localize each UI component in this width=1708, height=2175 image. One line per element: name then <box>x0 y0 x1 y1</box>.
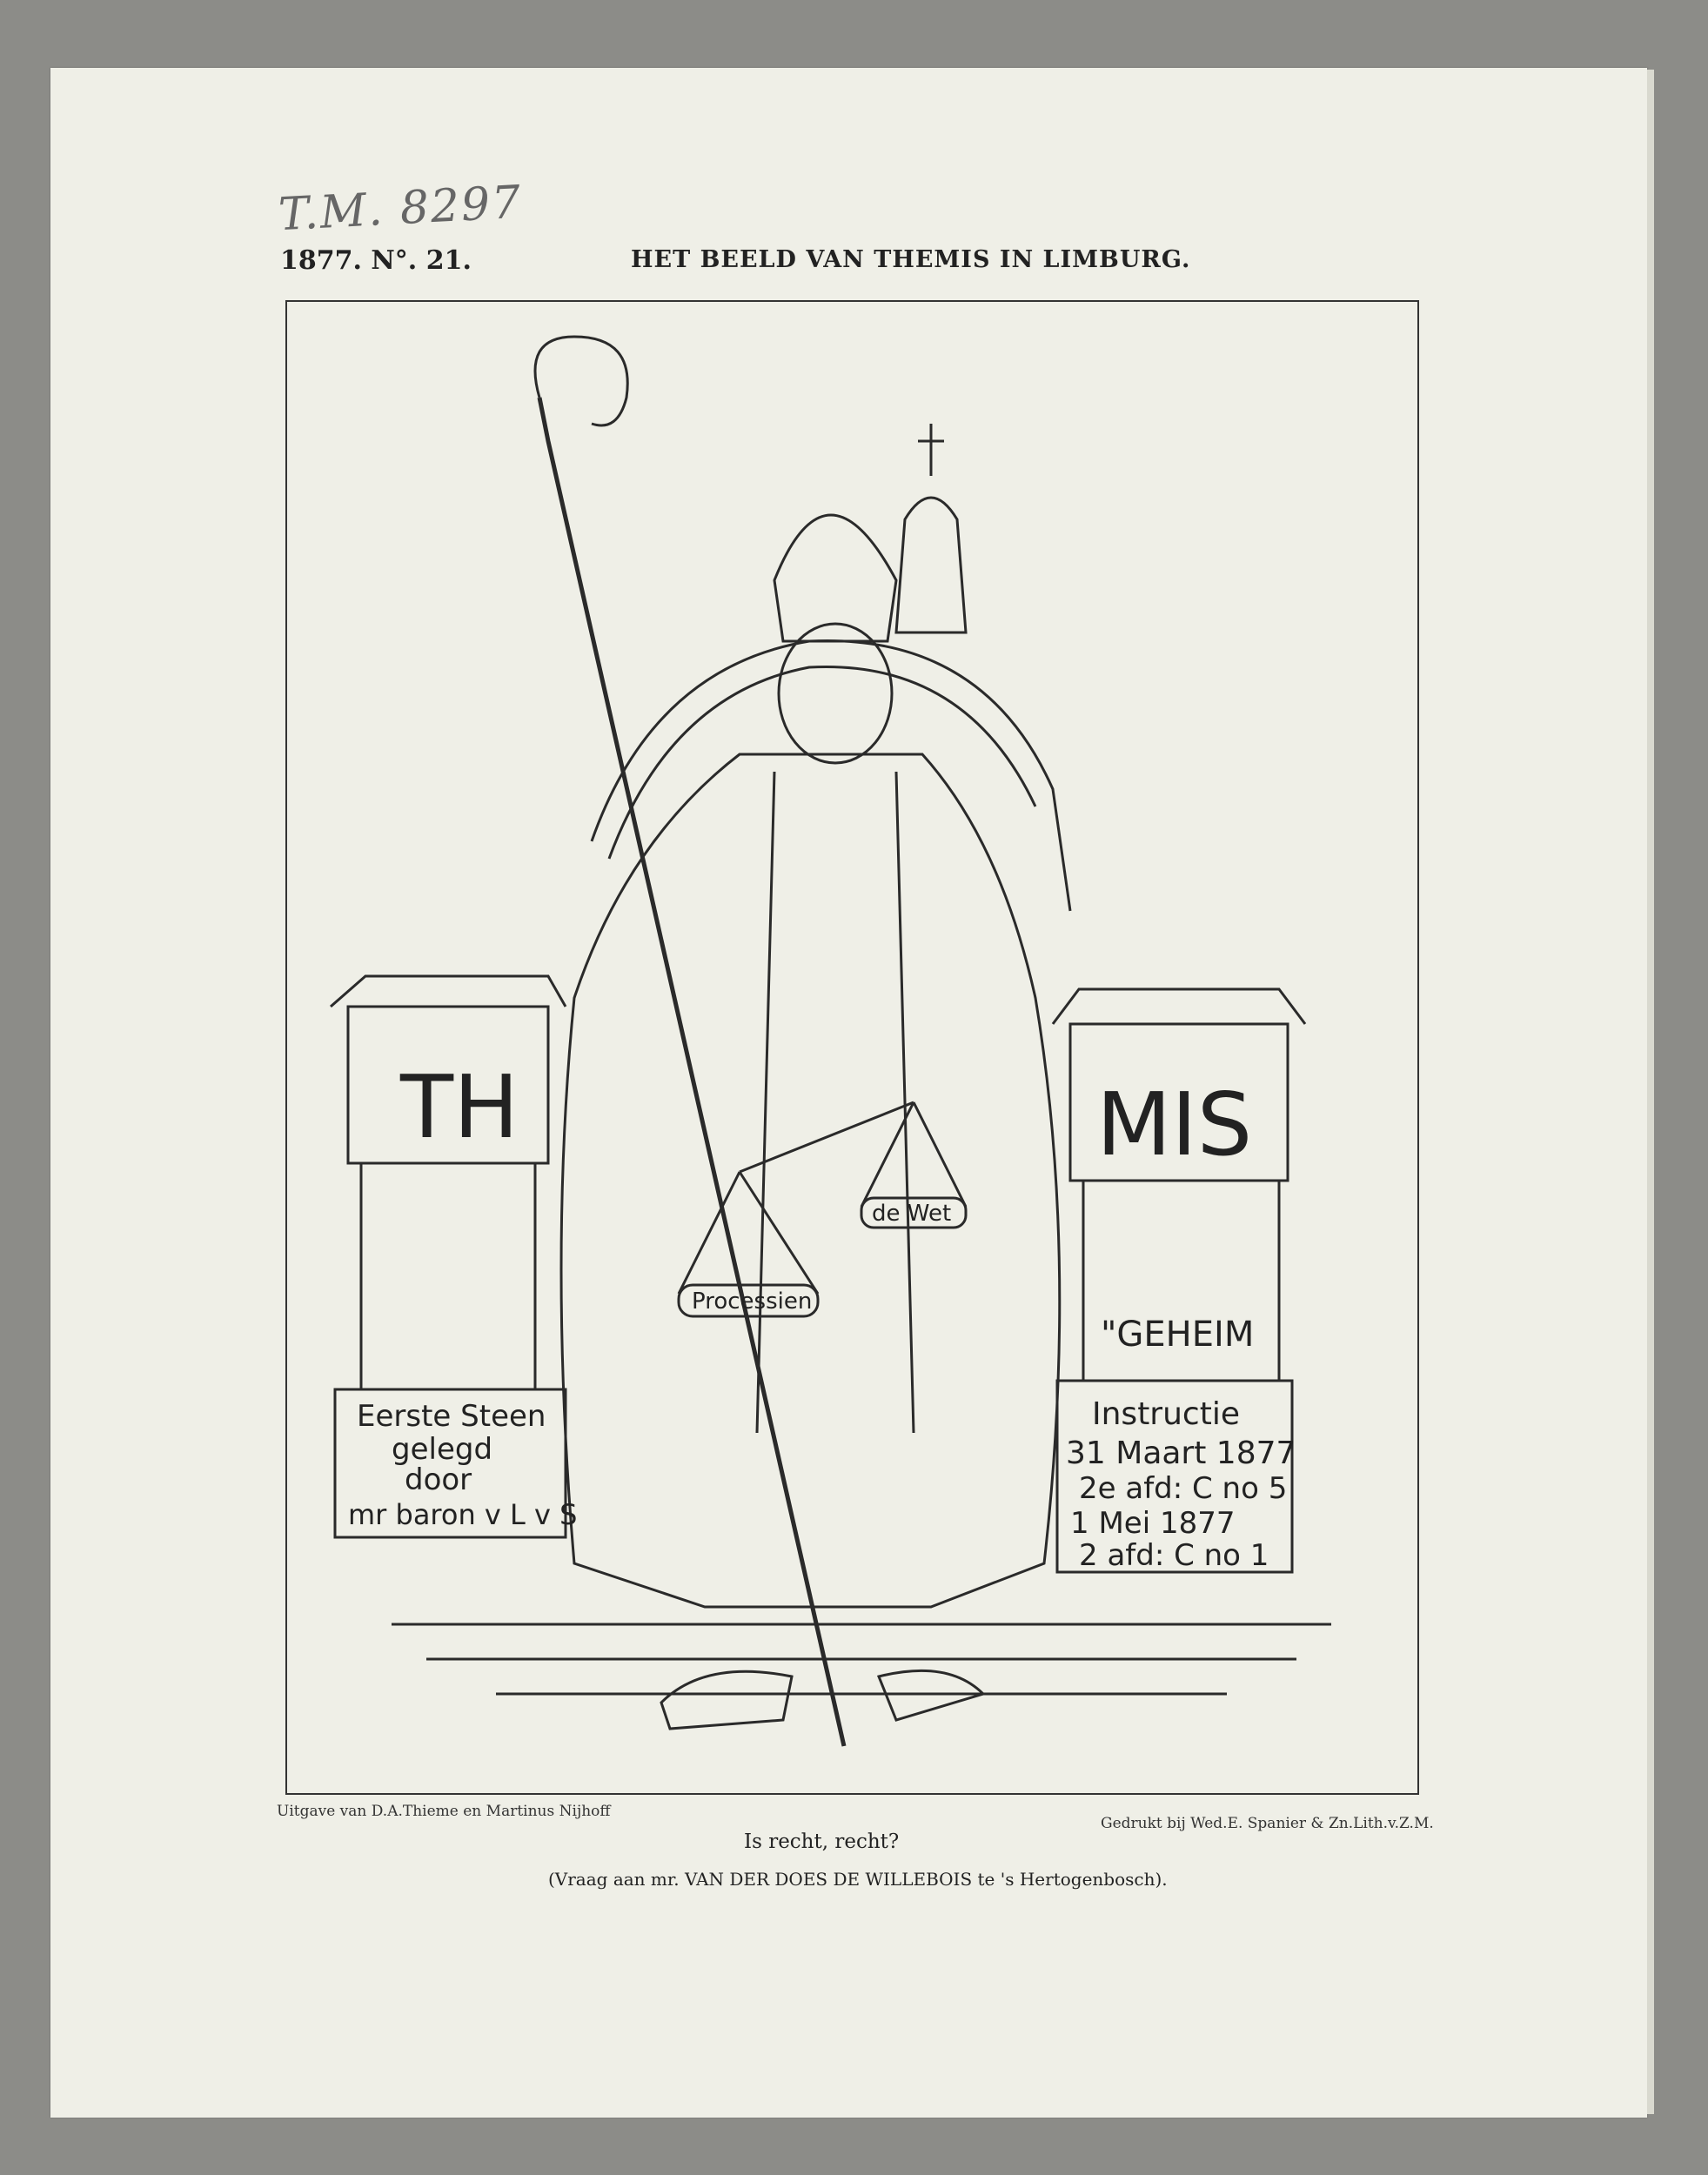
right-stone-line-2: 31 Maart 1877 <box>1066 1436 1296 1471</box>
printer-credit: Gedrukt bij Wed.E. Spanier & Zn.Lith.v.Z.M. <box>1101 1815 1434 1832</box>
illustration-frame <box>285 300 1419 1795</box>
mitre <box>774 515 896 641</box>
issue-number: 1877. N°. 21. <box>280 245 472 276</box>
handwritten-annotation: T.M. 8297 <box>277 176 524 242</box>
throne-arch <box>592 640 1070 911</box>
right-block-top-text: "GEHEIM <box>1101 1315 1255 1355</box>
scale-left-label: Processien <box>692 1288 813 1315</box>
paper-edge <box>1647 70 1654 2114</box>
left-pedestal-column <box>361 1163 535 1389</box>
print-title: HET BEELD VAN THEMIS IN LIMBURG. <box>631 246 1191 273</box>
left-stone-line-3: door <box>405 1462 472 1497</box>
left-stone-line-4: mr baron v L v S <box>348 1498 578 1531</box>
right-stone-line-1: Instructie <box>1092 1396 1240 1432</box>
left-stone-line-1: Eerste Steen <box>357 1399 546 1434</box>
left-pedestal-letters: TH <box>400 1056 519 1158</box>
crozier-crook <box>535 337 627 425</box>
bishop-illustration <box>287 302 1417 1793</box>
tiara <box>896 498 966 632</box>
crozier-staff <box>539 398 844 1746</box>
right-stone-line-4: 1 Mei 1877 <box>1070 1506 1236 1541</box>
scale-right-label: de Wet <box>872 1201 952 1227</box>
bishop-head <box>779 624 892 763</box>
subcaption: (Vraag aan mr. VAN DER DOES DE WILLEBOIS te 's Hertogenbosch). <box>548 1869 1168 1890</box>
publisher-credit: Uitgave van D.A.Thieme en Martinus Nijhoff <box>277 1803 611 1820</box>
left-stone-line-2: gelegd <box>392 1432 493 1467</box>
right-stone-line-5: 2 afd: C no 1 <box>1079 1538 1269 1573</box>
right-stone-line-3: 2e afd: C no 5 <box>1079 1471 1288 1506</box>
bishop-robe <box>561 754 1060 1607</box>
caption: Is recht, recht? <box>744 1830 900 1853</box>
left-foot <box>661 1671 792 1729</box>
right-pedestal-letters: MIS <box>1096 1074 1253 1175</box>
right-foot <box>879 1670 983 1720</box>
